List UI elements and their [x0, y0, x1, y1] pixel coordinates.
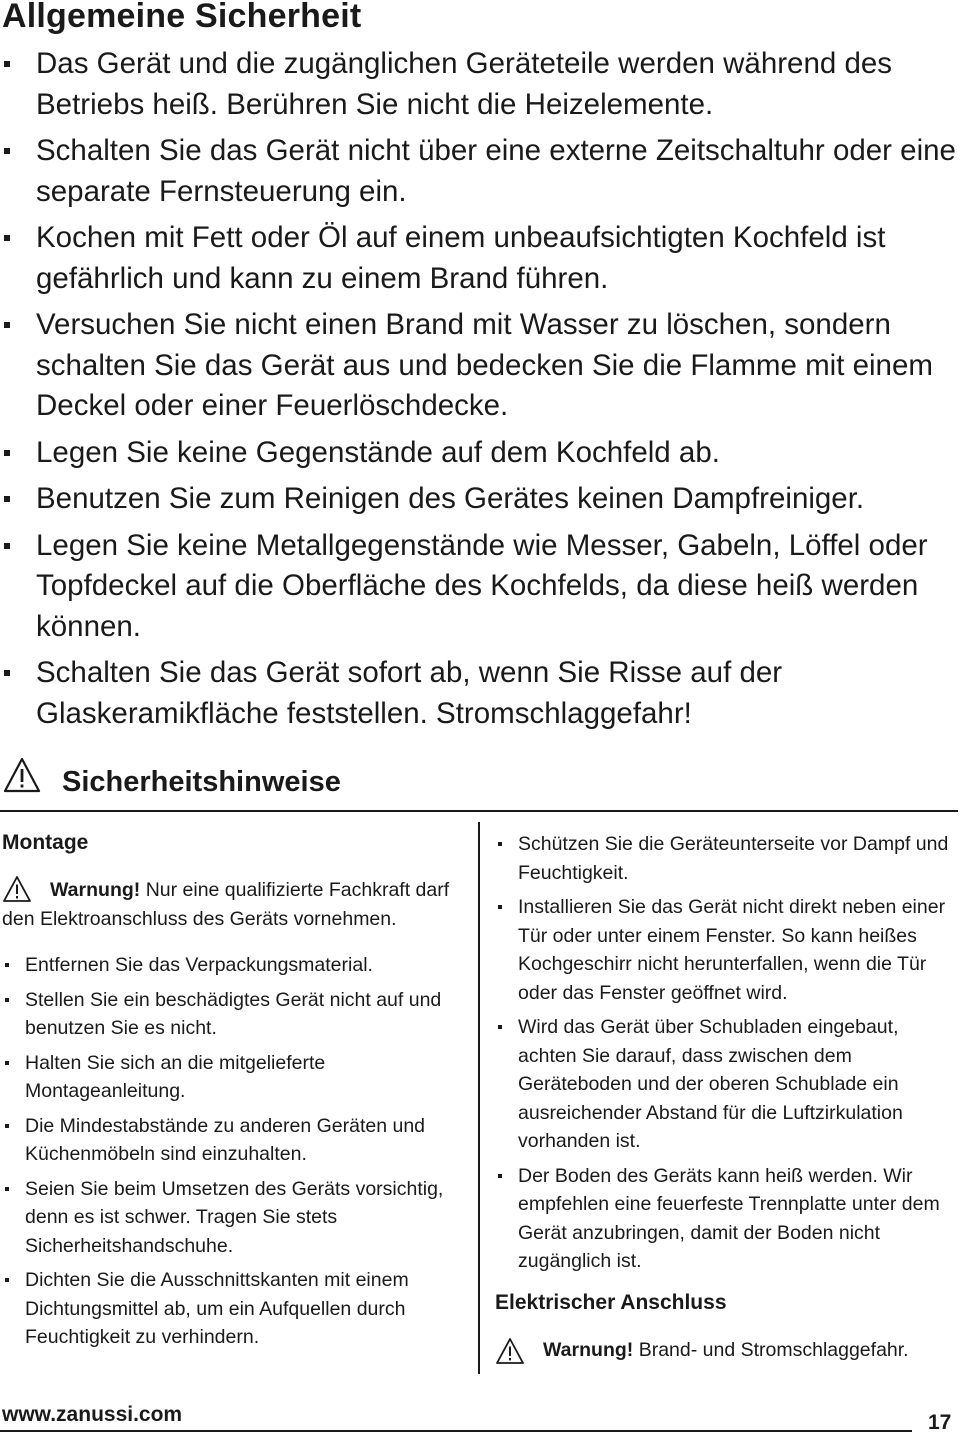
bullet	[4, 496, 10, 502]
list-item: Halten Sie sich an die mitgelieferte Montageanleitung.	[2, 1049, 454, 1106]
bullet	[5, 1187, 9, 1191]
electrical-heading: Elektrischer Anschluss	[495, 1290, 727, 1314]
list-item: Benutzen Sie zum Reinigen des Gerätes keinen Dampfreiniger.	[0, 479, 960, 520]
list-item: Der Boden des Geräts kann heiß werden. Wir empfehlen eine feuerfeste Trennplatte unter dem Gerät anzubringen, damit der Boden nicht zugänglich ist.	[495, 1162, 955, 1276]
page-number: 17	[928, 1411, 952, 1434]
warning-label: Warnung!	[543, 1338, 634, 1361]
page-title: Allgemeine Sicherheit	[2, 0, 362, 35]
bullet	[498, 905, 502, 909]
list-item: Legen Sie keine Metallgegenstände wie Messer, Gabeln, Löffel oder Topfdeckel auf die Oberfläche des Kochfelds, da diese heiß werden können.	[0, 526, 960, 648]
montage-warning	[2, 876, 462, 933]
list-item: Das Gerät und die zugänglichen Geräteteile werden während des Betriebs heiß. Berühren Sie nicht die Heizelemente.	[0, 44, 960, 125]
list-item: Schalten Sie das Gerät sofort ab, wenn Sie Risse auf der Glaskeramikfläche feststellen. Stromschlaggefahr!	[0, 653, 960, 734]
column-divider	[478, 822, 480, 1374]
bullet	[498, 1174, 502, 1178]
list-item: Stellen Sie ein beschädigtes Gerät nicht auf und benutzen Sie es nicht.	[2, 986, 454, 1043]
bullet	[498, 1025, 502, 1029]
bullet	[5, 1278, 9, 1282]
warning-text: Brand- und Stromschlaggefahr.	[638, 1338, 909, 1361]
bullet	[4, 543, 10, 549]
footer-url[interactable]: www.zanussi.com	[2, 1403, 183, 1426]
bullet	[4, 322, 10, 328]
section-heading: Sicherheitshinweise	[62, 766, 341, 798]
bullet	[5, 1124, 9, 1128]
list-item: Dichten Sie die Ausschnittskanten mit einem Dichtungsmittel ab, um ein Aufquellen durch Feuchtigkeit zu verhindern.	[2, 1266, 454, 1352]
footer-rule	[0, 1430, 912, 1432]
warning-triangle-icon	[2, 874, 32, 904]
electrical-warning	[495, 1336, 955, 1365]
general-safety-list	[0, 44, 960, 740]
list-item: Entfernen Sie das Verpackungsmaterial.	[2, 951, 454, 980]
right-column-list	[495, 830, 955, 1276]
bullet	[4, 148, 10, 154]
list-item: Kochen mit Fett oder Öl auf einem unbeaufsichtigten Kochfeld ist gefährlich und kann zu einem Brand führen.	[0, 218, 960, 299]
list-item: Versuchen Sie nicht einen Brand mit Wasser zu löschen, sondern schalten Sie das Gerät aus und bedecken Sie die Flamme mit einem Deckel oder einer Feuerlöschdecke.	[0, 305, 960, 427]
list-item: Die Mindestabstände zu anderen Geräten und Küchenmöbeln sind einzuhalten.	[2, 1112, 454, 1169]
bullet	[5, 1061, 9, 1065]
right-column	[495, 830, 955, 1364]
montage-list	[2, 951, 462, 1352]
safety-instructions-heading	[0, 754, 958, 812]
montage-heading: Montage	[2, 831, 89, 854]
bullet	[4, 670, 10, 676]
warning-triangle-icon	[2, 756, 42, 794]
warning-text: Nur eine qualifizierte Fachkraft darf den Elektroanschluss des Geräts vornehmen.	[2, 879, 450, 930]
montage-column	[2, 828, 462, 1358]
bullet	[4, 235, 10, 241]
bullet	[4, 450, 10, 456]
list-item: Wird das Gerät über Schubladen eingebaut, achten Sie darauf, dass zwischen dem Geräteboden und der oberen Schublade ein ausreichender Abstand für die Luftzirkulation vorhanden ist.	[495, 1013, 955, 1156]
list-item: Seien Sie beim Umsetzen des Geräts vorsichtig, denn es ist schwer. Tragen Sie stets Sicherheitshandschuhe.	[2, 1175, 454, 1261]
list-item: Schalten Sie das Gerät nicht über eine externe Zeitschaltuhr oder eine separate Fernsteuerung ein.	[0, 131, 960, 212]
list-item: Schützen Sie die Geräteunterseite vor Dampf und Feuchtigkeit.	[495, 830, 955, 887]
list-item: Installieren Sie das Gerät nicht direkt neben einer Tür oder unter einem Fenster. So kann heißes Kochgeschirr nicht herunterfallen, wenn die Tür oder das Fenster geöffnet wird.	[495, 893, 955, 1007]
warning-triangle-icon	[495, 1336, 525, 1366]
warning-label: Warnung!	[50, 879, 141, 901]
bullet	[5, 998, 9, 1002]
bullet	[4, 61, 10, 67]
bullet	[5, 963, 9, 967]
list-item: Legen Sie keine Gegenstände auf dem Kochfeld ab.	[0, 433, 960, 474]
bullet	[498, 842, 502, 846]
